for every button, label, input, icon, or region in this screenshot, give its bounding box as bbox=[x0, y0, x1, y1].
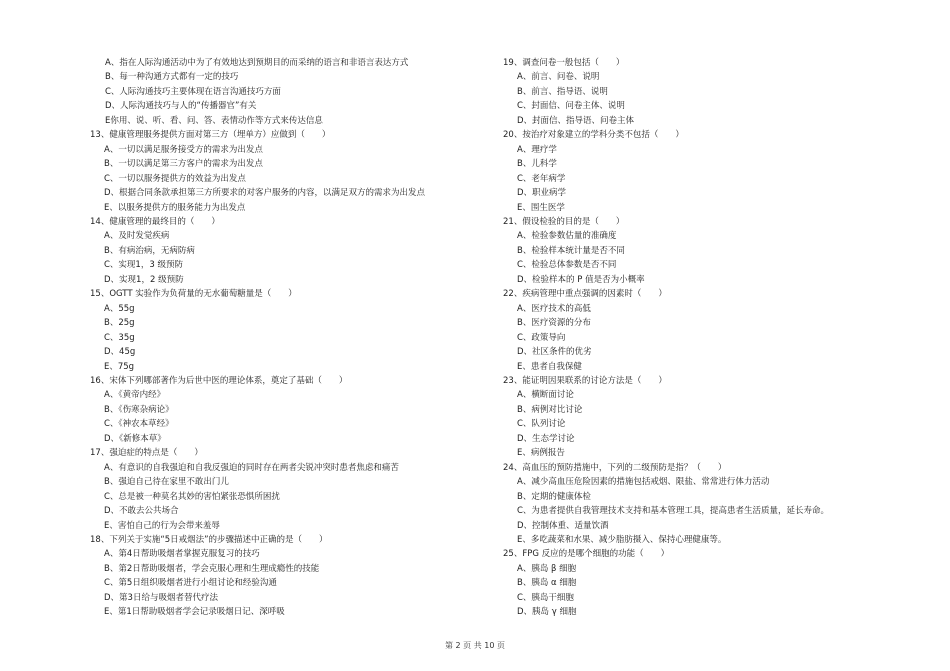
answer-option: A、及时发觉疾病 bbox=[104, 231, 170, 242]
answer-option: A、前言、问卷、说明 bbox=[517, 72, 600, 83]
answer-option: D、封面信、指导语、问卷主体 bbox=[517, 115, 635, 126]
answer-option: B、《伤寒杂病论》 bbox=[104, 404, 174, 415]
answer-option: E、第1日帮助吸烟者学会记录吸烟日记、深呼吸 bbox=[104, 607, 285, 618]
left-column bbox=[90, 56, 490, 620]
question-stem: 13、健康管理服务提供方面对第三方（埋单方）应做到（ ） bbox=[90, 130, 331, 141]
answer-option: D、《新修本草》 bbox=[104, 433, 166, 444]
answer-option: B、检验样本统计量是否不同 bbox=[517, 245, 625, 256]
answer-option: A、横断面讨论 bbox=[517, 390, 574, 401]
answer-option: C、实现1，3 级预防 bbox=[104, 260, 183, 271]
question-stem: 14、健康管理的最终目的（ ） bbox=[90, 216, 220, 227]
answer-option: E、75g bbox=[104, 361, 135, 372]
question-stem: 15、OGTT 实验作为负荷量的无水葡萄糖量是（ ） bbox=[90, 289, 297, 300]
answer-option: D、不敢去公共场合 bbox=[104, 506, 179, 517]
answer-option: B、儿科学 bbox=[517, 159, 557, 170]
answer-option: B、有病治病，无病防病 bbox=[104, 245, 195, 256]
question-block bbox=[90, 128, 490, 215]
question-block bbox=[503, 547, 903, 619]
question-stem: 17、强迫症的特点是（ ） bbox=[90, 448, 203, 459]
question-stem: 25、FPG 反应的是哪个细胞的功能（ ） bbox=[503, 549, 670, 560]
answer-option: D、生态学讨论 bbox=[517, 433, 575, 444]
answer-option: E、以服务提供方的服务能力为出发点 bbox=[104, 202, 246, 213]
question-stem: 23、能证明因果联系的讨论方法是（ ） bbox=[503, 375, 667, 386]
question-block bbox=[90, 287, 490, 374]
answer-option: C、封面信、问卷主体、说明 bbox=[517, 101, 625, 112]
answer-option: C、政策导向 bbox=[517, 332, 566, 343]
answer-option: B、25g bbox=[104, 318, 135, 329]
answer-option: D、检验样本的 P 值是否为小概率 bbox=[517, 274, 645, 285]
answer-option: B、第2日帮助吸烟者，学会克服心理和生理成瘾性的技能 bbox=[104, 563, 320, 574]
question-stem: 18、下列关于实施“5日戒烟法”的步骤描述中正确的是（ ） bbox=[90, 534, 328, 545]
answer-option: D、人际沟通技巧与人的“传播器官”有关 bbox=[105, 101, 257, 112]
question-block bbox=[90, 374, 490, 446]
question-block bbox=[90, 215, 490, 287]
answer-option: C、总是被一种莫名其妙的害怕紧张恐惧所困扰 bbox=[104, 491, 280, 502]
answer-option: C、队列讨论 bbox=[517, 419, 566, 430]
answer-option: A、医疗技术的高低 bbox=[517, 303, 591, 314]
question-stem: 24、高血压的预防措施中，下列的二级预防是指？（ ） bbox=[503, 462, 727, 473]
answer-option: D、控制体重、适量饮酒 bbox=[517, 520, 609, 531]
answer-option: A、胰岛 β 细胞 bbox=[517, 563, 577, 574]
answer-option: A、理疗学 bbox=[517, 144, 557, 155]
answer-option: D、社区条件的优劣 bbox=[517, 347, 592, 358]
question-block bbox=[503, 461, 903, 548]
answer-option: A、第4日帮助吸烟者掌握克服复习的技巧 bbox=[104, 549, 260, 560]
question-stem: 22、疾病管理中重点强调的因素时（ ） bbox=[503, 289, 667, 300]
answer-option: B、一切以满足第三方客户的需求为出发点 bbox=[104, 159, 263, 170]
page-footer: 第 2 页 共 10 页 bbox=[445, 641, 505, 650]
answer-option: B、前言、指导语、说明 bbox=[517, 86, 608, 97]
question-block bbox=[503, 215, 903, 287]
answer-option: A、55g bbox=[104, 303, 135, 314]
answer-option: A、《黄帝内经》 bbox=[104, 390, 166, 401]
answer-option: D、胰岛 γ 细胞 bbox=[517, 607, 577, 618]
answer-option: B、每一种沟通方式都有一定的技巧 bbox=[105, 72, 239, 83]
answer-option: E、多吃蔬菜和水果、减少脂肪摄入、保持心理健康等。 bbox=[517, 534, 727, 545]
right-column bbox=[503, 56, 903, 620]
answer-option: C、第5日组织吸烟者进行小组讨论和经验沟通 bbox=[104, 578, 277, 589]
answer-option: B、定期的健康体检 bbox=[517, 491, 591, 502]
question-stem: 19、调查问卷一般包括（ ） bbox=[503, 58, 625, 68]
question-block bbox=[90, 533, 490, 620]
answer-option: B、胰岛 α 细胞 bbox=[517, 578, 577, 589]
question-block-continued bbox=[90, 56, 490, 128]
answer-option: C、人际沟通技巧主要体现在语言沟通技巧方面 bbox=[105, 86, 281, 97]
question-block bbox=[503, 128, 903, 215]
answer-option: A、一切以满足服务接受方的需求为出发点 bbox=[104, 144, 263, 155]
answer-option: E你用、说、听、看、问、答、表情动作等方式来传达信息 bbox=[105, 115, 323, 126]
answer-option: E、围生医学 bbox=[517, 202, 565, 213]
question-block bbox=[503, 287, 903, 374]
question-stem: 16、宋体下列哪部著作为后世中医的理论体系，奠定了基础（ ） bbox=[90, 375, 348, 386]
answer-option: E、病例报告 bbox=[517, 448, 565, 459]
question-block bbox=[503, 374, 903, 461]
answer-option: C、老年病学 bbox=[517, 173, 566, 184]
answer-option: A、检验参数估量的准确度 bbox=[517, 231, 617, 242]
answer-option: C、检验总体参数是否不同 bbox=[517, 260, 617, 271]
answer-option: D、45g bbox=[104, 347, 136, 358]
answer-option: C、35g bbox=[104, 332, 135, 343]
answer-option: B、病例对比讨论 bbox=[517, 404, 583, 415]
answer-option: C、为患者提供自我管理技术支持和基本管理工具，提高患者生活质量，延长寿命。 bbox=[517, 506, 829, 517]
answer-option: A、有意识的自我强迫和自我反强迫的同时存在两者尖锐冲突时患者焦虑和痛苦 bbox=[104, 462, 399, 473]
answer-option: D、实现1，2 级预防 bbox=[104, 274, 184, 285]
answer-option: D、职业病学 bbox=[517, 188, 567, 199]
question-stem: 20、按治疗对象建立的学科分类不包括（ ） bbox=[503, 130, 684, 141]
answer-option: E、患者自我保健 bbox=[517, 361, 582, 372]
answer-option: E、害怕自己的行为会带来羞辱 bbox=[104, 520, 220, 531]
question-stem: 21、假设检验的目的是（ ） bbox=[503, 216, 625, 227]
question-block bbox=[503, 56, 903, 128]
answer-option: B、强迫自己待在家里不敢出门儿 bbox=[104, 477, 229, 488]
answer-option: D、根据合同条款承担第三方所要求的对客户服务的内容，以满足双方的需求为出发点 bbox=[104, 188, 426, 199]
answer-option: B、医疗资源的分布 bbox=[517, 318, 591, 329]
answer-option: A、指在人际沟通活动中为了有效地达到预期目的而采纳的语言和非语言表达方式 bbox=[105, 58, 409, 68]
answer-option: D、第3日给与吸烟者替代疗法 bbox=[104, 592, 218, 603]
answer-option: C、胰岛干细胞 bbox=[517, 592, 574, 603]
answer-option: C、一切以服务提供方的效益为出发点 bbox=[104, 173, 246, 184]
answer-option: A、减少高血压危险因素的措施包括戒烟、限盐、常常进行体力活动 bbox=[517, 477, 770, 488]
answer-option: C、《神农本草经》 bbox=[104, 419, 174, 430]
question-block bbox=[90, 446, 490, 533]
